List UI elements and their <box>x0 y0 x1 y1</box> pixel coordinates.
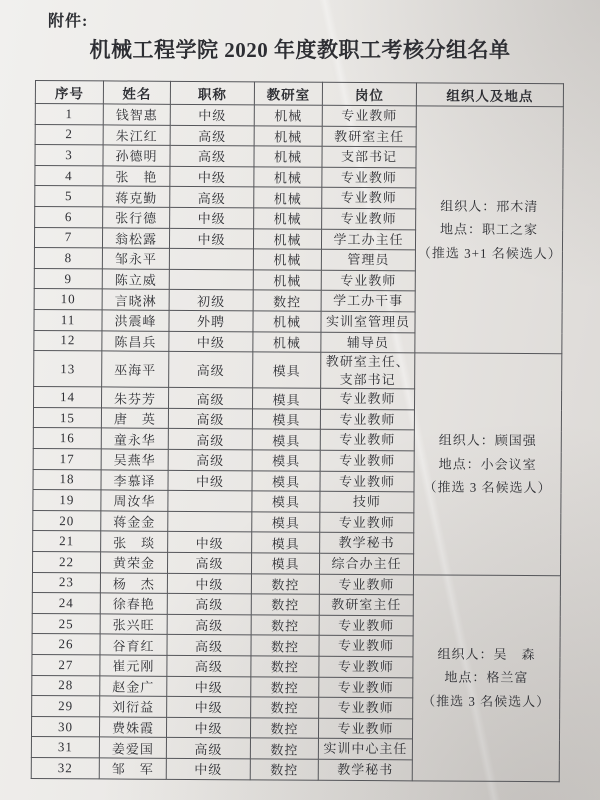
cell-title <box>169 248 253 269</box>
cell-title: 中级 <box>169 331 253 352</box>
cell-section: 数控 <box>251 656 319 677</box>
column-header: 岗位 <box>322 82 416 106</box>
attachment-label: 附件: <box>48 13 89 30</box>
column-header: 教研室 <box>254 82 322 105</box>
cell-position: 教研室主任 <box>319 594 413 615</box>
cell-section: 数控 <box>251 594 319 615</box>
cell-section: 模具 <box>252 429 320 450</box>
cell-name: 吴燕华 <box>101 449 168 470</box>
cell-position: 专业教师 <box>320 409 414 430</box>
cell-title: 高级 <box>170 187 254 208</box>
cell-section: 数控 <box>250 718 318 739</box>
cell-title: 高级 <box>167 593 251 614</box>
cell-no: 26 <box>32 634 100 655</box>
cell-no: 1 <box>35 104 103 125</box>
organizer-line: 地点：小会议室 <box>438 456 537 472</box>
cell-no: 27 <box>32 654 100 675</box>
cell-no: 28 <box>32 675 100 696</box>
organizer-cell <box>415 106 564 354</box>
cell-section: 模具 <box>252 388 320 409</box>
organizer-cell <box>412 574 560 781</box>
cell-section: 模具 <box>252 450 320 471</box>
cell-position: 实训室管理员 <box>321 311 415 332</box>
cell-position: 教学秘书 <box>318 759 412 780</box>
cell-no: 29 <box>32 696 100 717</box>
cell-title: 中级 <box>166 717 250 738</box>
cell-title: 高级 <box>167 635 251 656</box>
cell-position: 专业教师 <box>319 677 413 698</box>
cell-section: 模具 <box>252 470 320 491</box>
cell-section: 数控 <box>250 738 318 759</box>
cell-position: 辅导员 <box>321 332 415 353</box>
cell-no: 5 <box>35 186 103 207</box>
cell-section: 数控 <box>251 697 319 718</box>
cell-section: 模具 <box>252 512 320 533</box>
cell-section: 机械 <box>253 270 321 291</box>
cell-name: 刘衍益 <box>100 696 167 717</box>
cell-position: 专业教师 <box>319 697 413 718</box>
cell-position: 专业教师 <box>322 167 416 188</box>
cell-no: 8 <box>34 248 102 269</box>
cell-name: 黄荣金 <box>100 552 167 573</box>
cell-no: 21 <box>33 531 101 552</box>
organizer-line: 组织人：吴 森 <box>437 646 536 663</box>
cell-section: 模具 <box>252 409 320 430</box>
cell-name: 张行德 <box>103 207 170 228</box>
cell-section: 机械 <box>253 331 321 352</box>
cell-name: 费姝霞 <box>99 717 166 738</box>
cell-section: 机械 <box>253 228 321 249</box>
cell-position: 教学秘书 <box>320 533 414 554</box>
cell-no: 31 <box>31 737 99 758</box>
cell-name: 张 艳 <box>103 166 170 187</box>
cell-title: 中级 <box>167 573 251 594</box>
cell-no: 14 <box>34 387 102 408</box>
cell-position: 综合办主任 <box>319 553 413 574</box>
cell-position: 专业教师 <box>318 718 412 739</box>
column-header: 职称 <box>170 81 254 105</box>
cell-position: 支部书记 <box>322 146 416 167</box>
cell-section: 机械 <box>253 249 321 270</box>
cell-name: 童永华 <box>101 428 168 449</box>
cell-position: 技师 <box>320 491 414 512</box>
cell-position: 专业教师 <box>321 270 415 291</box>
cell-title: 高级 <box>168 408 252 429</box>
cell-position: 专业教师 <box>322 188 416 209</box>
cell-no: 23 <box>32 572 100 593</box>
organizer-cell <box>413 353 561 575</box>
cell-name: 陈立威 <box>102 269 169 290</box>
cell-no: 12 <box>34 330 102 351</box>
cell-position: 专业教师 <box>319 656 413 677</box>
cell-no: 18 <box>33 469 101 490</box>
cell-position: 学工办干事 <box>321 291 415 312</box>
cell-section: 数控 <box>251 573 319 594</box>
cell-title: 中级 <box>170 104 254 125</box>
organizer-line: （推选 3 名候选人） <box>423 479 552 496</box>
cell-no: 3 <box>35 145 103 166</box>
cell-position: 专业教师 <box>322 208 416 229</box>
column-header: 姓名 <box>103 81 170 104</box>
cell-title: 高级 <box>166 738 250 759</box>
cell-name: 谷育红 <box>100 634 167 655</box>
cell-position: 专业教师 <box>322 105 416 126</box>
cell-section: 机械 <box>254 105 322 126</box>
cell-no: 13 <box>34 351 102 388</box>
cell-section: 机械 <box>254 167 322 188</box>
cell-no: 6 <box>35 206 103 227</box>
table-body <box>31 104 563 782</box>
cell-no: 4 <box>35 165 103 186</box>
cell-name: 蒋克勤 <box>103 186 170 207</box>
cell-title: 中级 <box>170 207 254 228</box>
cell-title: 中级 <box>170 166 254 187</box>
cell-name: 陈昌兵 <box>102 330 169 351</box>
column-header: 组织人及地点 <box>416 83 563 107</box>
cell-no: 17 <box>33 448 101 469</box>
cell-section: 数控 <box>251 676 319 697</box>
cell-section: 数控 <box>250 759 318 780</box>
cell-no: 24 <box>32 593 100 614</box>
cell-section: 模具 <box>253 352 321 389</box>
cell-position: 教研室主任、支部书记 <box>321 352 415 389</box>
cell-position: 教研室主任 <box>322 126 416 147</box>
cell-no: 10 <box>34 289 102 310</box>
cell-title: 高级 <box>169 351 253 388</box>
cell-section: 机械 <box>253 311 321 332</box>
table-row <box>34 351 562 390</box>
cell-position: 专业教师 <box>320 450 414 471</box>
cell-position: 专业教师 <box>320 388 414 409</box>
cell-name: 李慕译 <box>101 470 168 491</box>
cell-position: 实训中心主任 <box>318 739 412 760</box>
organizer-line: 地点：格兰富 <box>444 669 529 686</box>
cell-section: 数控 <box>253 290 321 311</box>
cell-no: 7 <box>34 227 102 248</box>
cell-position: 学工办主任 <box>321 229 415 250</box>
cell-title: 高级 <box>168 449 252 470</box>
cell-no: 9 <box>34 268 102 289</box>
cell-no: 11 <box>34 309 102 330</box>
cell-name: 巫海平 <box>102 351 169 388</box>
cell-name: 杨 杰 <box>100 572 167 593</box>
cell-title: 中级 <box>168 532 252 553</box>
table-header <box>35 81 563 107</box>
organizer-line: 组织人：邢木清 <box>440 198 539 215</box>
organizer-line: 组织人：顾国强 <box>438 432 537 449</box>
cell-name: 朱江红 <box>103 125 170 146</box>
cell-name: 翁松露 <box>102 227 169 248</box>
cell-name: 张兴旺 <box>100 614 167 635</box>
cell-position: 专业教师 <box>319 636 413 657</box>
cell-name: 钱智惠 <box>103 104 170 125</box>
cell-title: 高级 <box>167 552 251 573</box>
cell-name: 张 琰 <box>101 531 168 552</box>
cell-title: 高级 <box>167 655 251 676</box>
cell-title: 高级 <box>170 146 254 167</box>
cell-title: 中级 <box>169 228 253 249</box>
cell-name: 蒋金金 <box>101 511 168 532</box>
cell-section: 机械 <box>254 187 322 208</box>
cell-section: 模具 <box>252 532 320 553</box>
cell-position: 管理员 <box>321 249 415 270</box>
cell-name: 赵金广 <box>100 675 167 696</box>
cell-title: 初级 <box>169 290 253 311</box>
column-header: 序号 <box>35 81 103 104</box>
cell-no: 22 <box>32 551 100 572</box>
cell-position: 专业教师 <box>319 615 413 636</box>
cell-name: 言晓淋 <box>102 289 169 310</box>
page-title: 机械工程学院 2020 年度教职工考核分组名单 <box>89 38 511 62</box>
cell-name: 周汝华 <box>101 490 168 511</box>
cell-section: 数控 <box>251 635 319 656</box>
assessment-table <box>31 80 564 782</box>
cell-title: 外聘 <box>169 310 253 331</box>
cell-section: 模具 <box>251 553 319 574</box>
cell-title <box>168 511 252 532</box>
cell-no: 20 <box>33 510 101 531</box>
cell-no: 19 <box>33 490 101 511</box>
cell-title: 中级 <box>167 676 251 697</box>
cell-section: 机械 <box>254 125 322 146</box>
table-header-row <box>35 81 563 107</box>
organizer-line: （推选 3+1 名候选人） <box>417 245 562 261</box>
cell-name: 唐 英 <box>101 408 168 429</box>
cell-name: 崔元刚 <box>100 655 167 676</box>
cell-no: 25 <box>32 613 100 634</box>
cell-name: 邹永平 <box>102 248 169 269</box>
cell-position: 专业教师 <box>320 471 414 492</box>
cell-title: 中级 <box>168 470 252 491</box>
cell-name: 姜爱国 <box>99 737 166 758</box>
cell-no: 16 <box>33 428 101 449</box>
cell-title: 高级 <box>168 388 252 409</box>
cell-title <box>169 269 253 290</box>
cell-name: 朱芬芳 <box>101 387 168 408</box>
cell-position: 专业教师 <box>320 512 414 533</box>
cell-section: 机械 <box>254 208 322 229</box>
cell-no: 15 <box>33 407 101 428</box>
cell-name: 孙德明 <box>103 145 170 166</box>
cell-section: 数控 <box>251 615 319 636</box>
cell-no: 30 <box>31 716 99 737</box>
cell-name: 洪震峰 <box>102 310 169 331</box>
cell-title: 高级 <box>167 614 251 635</box>
cell-section: 模具 <box>252 491 320 512</box>
cell-position: 专业教师 <box>320 430 414 451</box>
cell-no: 32 <box>31 757 99 778</box>
cell-name: 徐春艳 <box>100 593 167 614</box>
cell-title: 高级 <box>170 125 254 146</box>
organizer-line: （推选 3 名候选人） <box>422 693 551 709</box>
cell-no: 2 <box>35 124 103 145</box>
cell-title: 中级 <box>167 696 251 717</box>
cell-title: 高级 <box>168 429 252 450</box>
cell-title: 中级 <box>166 758 250 779</box>
organizer-line: 地点：职工之家 <box>440 221 539 238</box>
cell-name: 邹 军 <box>99 758 166 779</box>
cell-title <box>168 491 252 512</box>
cell-section: 机械 <box>254 146 322 167</box>
cell-position: 专业教师 <box>319 574 413 595</box>
